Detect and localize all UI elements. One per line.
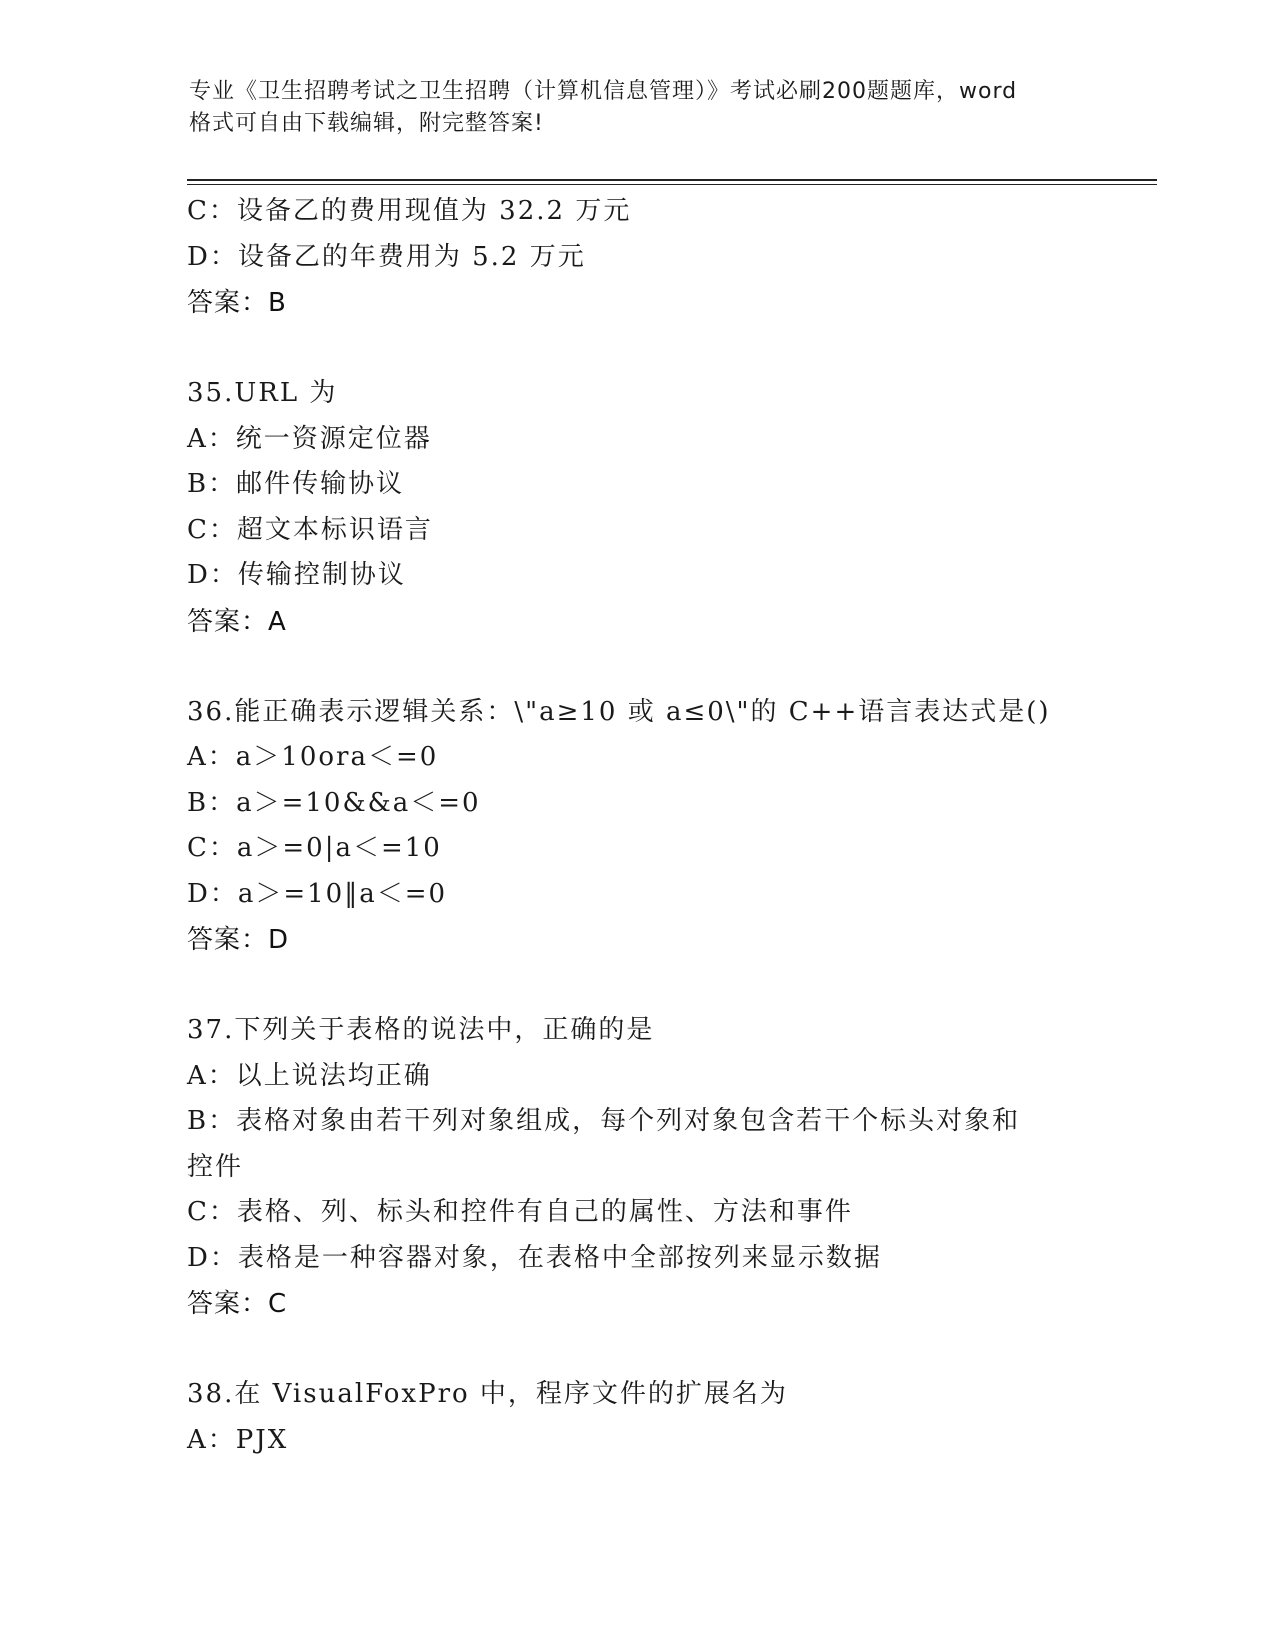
option-b: B：邮件传输协议 <box>187 469 405 499</box>
spacer <box>187 963 1117 1008</box>
header-divider <box>187 179 1157 185</box>
answer-line: 答案：A <box>187 606 287 637</box>
header-line-2: 格式可自由下载编辑，附完整答案! <box>189 111 544 136</box>
page-header <box>189 76 1089 140</box>
option-a: A：a＞10ora＜=0 <box>187 742 439 772</box>
option-d: D：a＞=10‖a＜=0 <box>187 878 448 909</box>
option-c: C：超文本标识语言 <box>187 514 433 545</box>
question-37 <box>187 1008 1117 1327</box>
answer-line: 答案：B <box>187 288 287 318</box>
spacer <box>187 1327 1117 1372</box>
option-a: A：统一资源定位器 <box>187 423 432 454</box>
question-stem: 36.能正确表示逻辑关系：\"a≥10 或 a≤0\"的 C++语言表达式是() <box>187 696 1051 727</box>
question-stem: 37.下列关于表格的说法中，正确的是 <box>187 1015 655 1045</box>
header-line-1: 专业《卫生招聘考试之卫生招聘（计算机信息管理）》考试必刷200题题库，word <box>189 79 1018 104</box>
question-stem: 38.在 VisualFoxPro 中，程序文件的扩展名为 <box>187 1379 788 1409</box>
option-b: B：a＞=10&&a＜=0 <box>187 787 481 818</box>
option-d: D：表格是一种容器对象，在表格中全部按列来显示数据 <box>187 1242 882 1273</box>
option-d: D：设备乙的年费用为 5.2 万元 <box>187 241 586 272</box>
document-body <box>187 189 1117 1463</box>
question-34-tail <box>187 189 1117 326</box>
spacer <box>187 326 1117 371</box>
answer-line: 答案：D <box>187 925 290 955</box>
option-a: A：以上说法均正确 <box>187 1060 432 1091</box>
option-c: C：a＞=0|a＜=10 <box>187 833 442 863</box>
question-36 <box>187 690 1117 964</box>
answer-line: 答案：C <box>187 1289 288 1319</box>
question-35 <box>187 371 1117 645</box>
option-a: A：PJX <box>187 1424 289 1455</box>
spacer <box>187 645 1117 690</box>
option-d: D：传输控制协议 <box>187 560 406 590</box>
option-b: B：表格对象由若干列对象组成，每个列对象包含若干个标头对象和控件 <box>187 1106 1021 1182</box>
question-38 <box>187 1372 1117 1463</box>
option-c: C：表格、列、标头和控件有自己的属性、方法和事件 <box>187 1197 853 1227</box>
question-stem: 35.URL 为 <box>187 378 338 408</box>
option-c: C：设备乙的费用现值为 32.2 万元 <box>187 196 632 226</box>
